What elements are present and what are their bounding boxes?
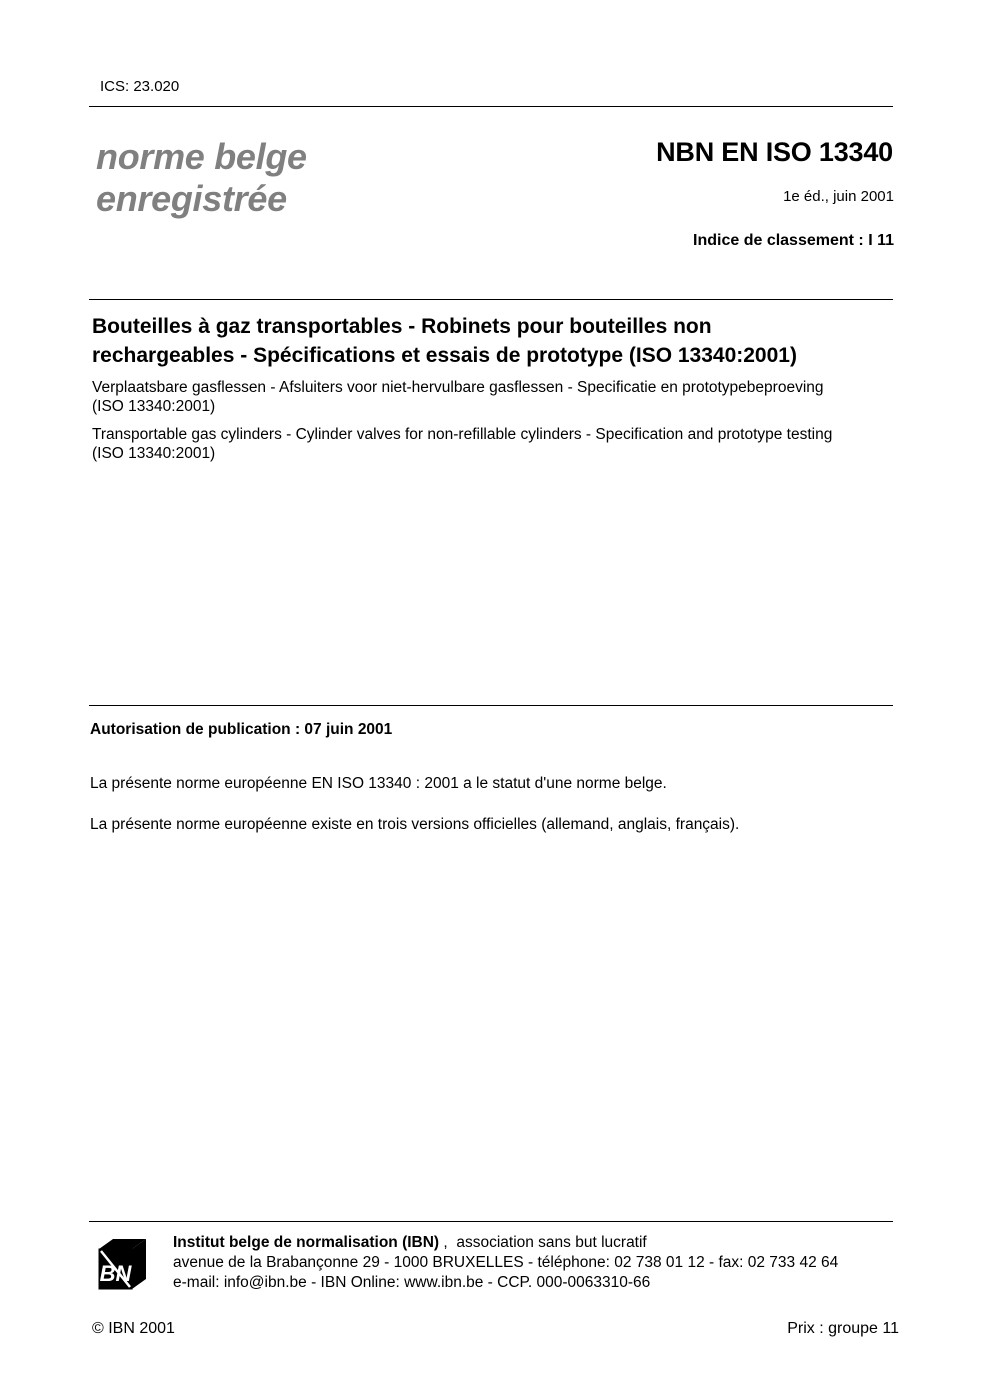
copyright: © IBN 2001 <box>92 1320 175 1337</box>
title-divider <box>89 299 893 300</box>
dutch-title-line1: Verplaatsbare gasflessen - Afsluiters voor niet-hervulbare gasflessen - Specificatie en prototypebeproeving <box>92 379 824 396</box>
institute-name: Institut belge de normalisation (IBN) <box>173 1234 440 1251</box>
institute-contact: e-mail: info@ibn.be - IBN Online: www.ibn.be - CCP. 000-0063310-66 <box>173 1274 651 1291</box>
publication-authorization: Autorisation de publication : 07 juin 2001 <box>90 721 393 738</box>
institute-name-line <box>173 1233 838 1253</box>
english-title-line1: Transportable gas cylinders - Cylinder valves for non-refillable cylinders - Specification and prototype testing <box>92 426 833 443</box>
edition-date: 1e éd., juin 2001 <box>783 188 894 205</box>
english-title-line2: (ISO 13340:2001) <box>92 445 216 462</box>
english-title <box>92 425 902 463</box>
ibn-logo-icon <box>97 1237 148 1291</box>
institute-type: , association sans but lucratif <box>439 1234 647 1251</box>
french-title-line1: Bouteilles à gaz transportables - Robinets pour bouteilles non <box>92 315 712 338</box>
registered-title-line1: norme belge <box>96 136 307 177</box>
french-title <box>92 312 892 370</box>
header-divider <box>89 106 893 107</box>
ics-code: ICS: 23.020 <box>100 78 180 95</box>
classification-index: Indice de classement : I 11 <box>693 232 894 249</box>
price-group: Prix : groupe 11 <box>787 1320 899 1337</box>
svg-text:BN: BN <box>99 1261 132 1286</box>
dutch-title <box>92 378 902 416</box>
versions-paragraph: La présente norme européenne existe en trois versions officielles (allemand, anglais, français). <box>90 816 740 833</box>
institute-info <box>173 1233 838 1293</box>
registered-title-line2: enregistrée <box>96 178 287 219</box>
registered-standard-title <box>96 136 307 220</box>
body-divider <box>89 705 893 706</box>
dutch-title-line2: (ISO 13340:2001) <box>92 398 216 415</box>
standard-reference: NBN EN ISO 13340 <box>656 137 893 167</box>
footer-divider <box>89 1221 893 1222</box>
french-title-line2: rechargeables - Spécifications et essais de prototype (ISO 13340:2001) <box>92 344 797 367</box>
institute-address: avenue de la Brabançonne 29 - 1000 BRUXELLES - téléphone: 02 738 01 12 - fax: 02 733 42 64 <box>173 1254 839 1271</box>
status-paragraph: La présente norme européenne EN ISO 13340 : 2001 a le statut d'une norme belge. <box>90 775 667 792</box>
